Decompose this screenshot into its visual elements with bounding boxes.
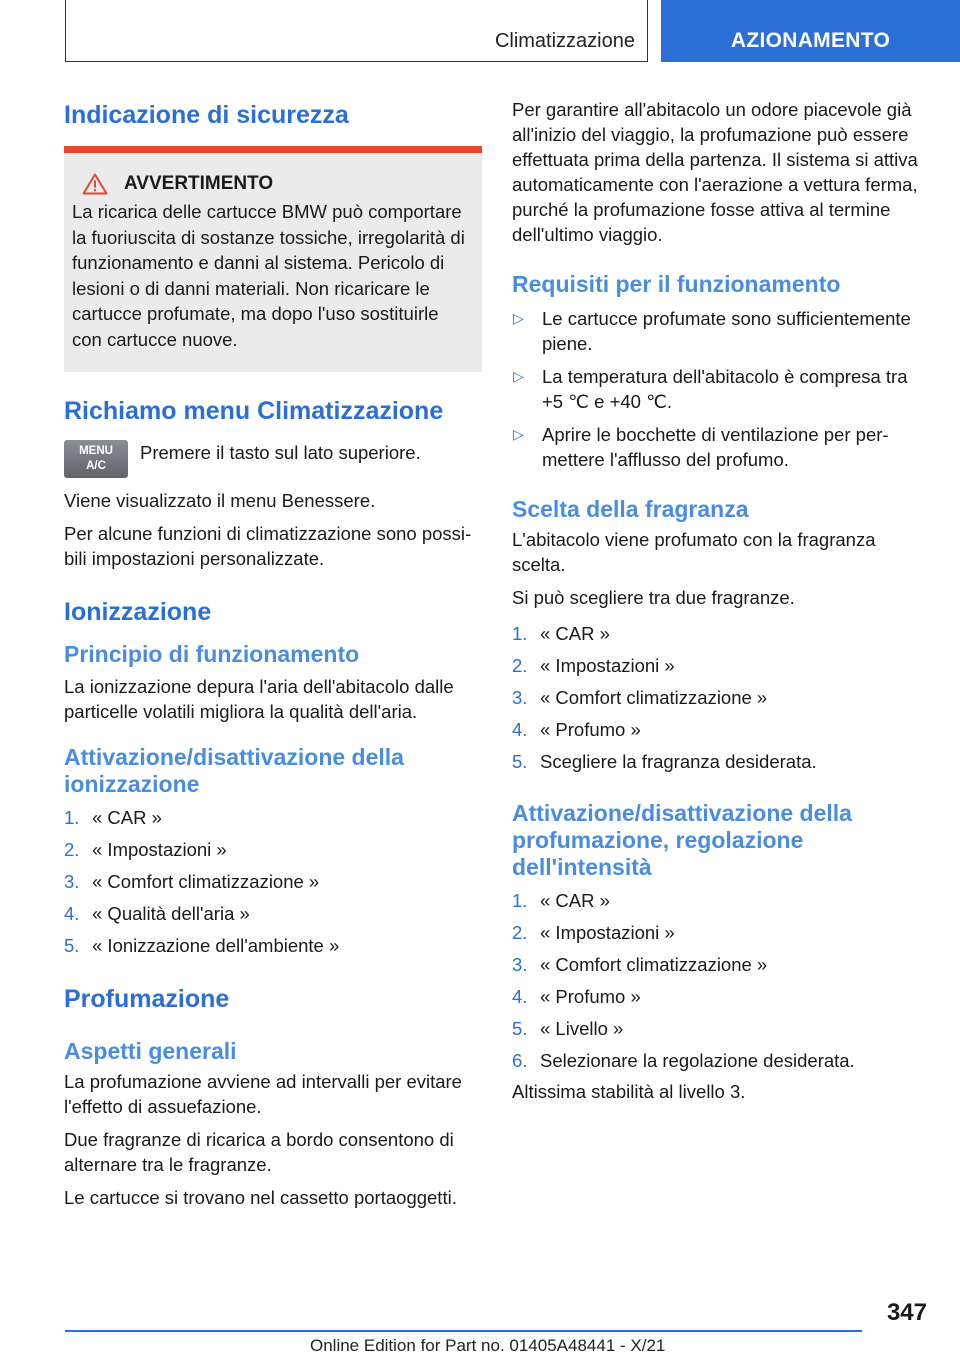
- step-number: 4.: [64, 903, 80, 924]
- menu-heading: Richiamo menu Climatizzazione: [64, 397, 444, 425]
- general-paragraph-1: La profumazione avviene ad intervalli per evitare l'effetto di assuefazione.: [64, 1071, 462, 1117]
- step-number: 1.: [512, 623, 528, 644]
- bullet-text: La temperatura dell'abitacolo è compresa tra +5 ℃ e +40 ℃.: [542, 366, 908, 412]
- requirements-heading: Requisiti per il funzionamento: [512, 271, 841, 297]
- intro-paragraph: Per garantire all'abitacolo un odore piacevole già all'inizio del viaggio, la profumazione può essere effettuata prima della partenza. Il sistema si attiva automaticamente con l'aerazione a vettura ferma, purché la profumazione fosse attiva al termine dell'ultimo viaggio.: [512, 99, 918, 245]
- ionization-steps: [64, 802, 482, 962]
- requirements-list: [512, 306, 930, 472]
- menu-key-line2: A/C: [86, 460, 106, 472]
- list-item: [64, 930, 482, 962]
- section-title: AZIONAMENTO: [730, 29, 891, 52]
- list-item: [64, 802, 482, 834]
- list-item: [512, 650, 930, 682]
- step-number: 3.: [512, 954, 528, 975]
- menu-instruction: Premere il tasto sul lato superiore.: [140, 442, 421, 463]
- chapter-tab: [65, 0, 648, 62]
- step-text: Scegliere la fragranza desiderata.: [540, 751, 817, 772]
- step-number: 4.: [512, 719, 528, 740]
- ionization-toggle-heading: Attivazione/disattivazione della ionizzazione: [64, 744, 404, 797]
- warning-triangle-icon: [82, 173, 108, 195]
- bullet-text: Le cartucce profumate sono sufficientemente piene.: [542, 308, 911, 354]
- chapter-title: Climatizzazione: [494, 30, 635, 52]
- warning-label: AVVERTIMENTO: [124, 173, 274, 194]
- step-text: « Profumo »: [540, 719, 641, 740]
- list-item: [512, 746, 930, 778]
- step-number: 2.: [512, 922, 528, 943]
- list-item: [512, 1045, 930, 1077]
- edition-footer: Online Edition for Part no. 01405A48441 - X/21: [310, 1336, 666, 1355]
- list-item: [512, 618, 930, 650]
- menu-ac-key-icon: [64, 440, 128, 478]
- list-item: [512, 714, 930, 746]
- list-item: [512, 364, 930, 414]
- step-number: 1.: [512, 890, 528, 911]
- safety-heading: Indicazione di sicurezza: [64, 101, 349, 129]
- list-item: [64, 898, 482, 930]
- final-note: Altissima stabilità al livello 3.: [512, 1081, 746, 1102]
- triangle-bullet-icon: ▷: [513, 426, 524, 442]
- list-item: [64, 866, 482, 898]
- menu-instruction-row: [64, 440, 482, 478]
- list-item: [512, 682, 930, 714]
- step-number: 5.: [512, 1018, 528, 1039]
- step-number: 4.: [512, 986, 528, 1007]
- perfume-heading: Profumazione: [64, 985, 230, 1013]
- choice-steps: [512, 618, 930, 778]
- perfume-toggle-heading: Attivazione/disattivazione della profumazione, regolazione dell'intensità: [512, 800, 852, 880]
- step-number: 1.: [64, 807, 80, 828]
- principle-text: La ionizzazione depura l'aria dell'abitacolo dalle particelle volatili migliora la qualità dell'aria.: [64, 676, 454, 722]
- choice-paragraph-2: Si può scegliere tra due fragranze.: [512, 587, 795, 608]
- step-text: Selezionare la regolazione desiderata.: [540, 1050, 855, 1071]
- step-text: « Comfort climatizzazione »: [540, 954, 768, 975]
- left-column: [64, 100, 482, 1210]
- perfume-toggle-steps: [512, 885, 930, 1077]
- list-item: [512, 917, 930, 949]
- ionization-heading: Ionizzazione: [64, 598, 212, 626]
- general-paragraph-2: Due fragranze di ricarica a bordo consentono di alternare tra le fragranze.: [64, 1129, 454, 1175]
- list-item: [512, 981, 930, 1013]
- step-text: « CAR »: [92, 807, 162, 828]
- triangle-bullet-icon: ▷: [513, 368, 524, 384]
- section-tab: [661, 0, 960, 62]
- right-column: [512, 97, 930, 1104]
- menu-paragraph-2: Per alcune funzioni di climatizzazione sono possibili impostazioni personalizzate.: [64, 523, 472, 569]
- step-number: 3.: [64, 871, 80, 892]
- step-text: « Livello »: [540, 1018, 624, 1039]
- footer-divider: [65, 1330, 862, 1332]
- step-number: 2.: [512, 655, 528, 676]
- triangle-bullet-icon: ▷: [513, 310, 524, 326]
- step-text: « Ionizzazione dell'ambiente »: [92, 935, 340, 956]
- step-text: « Impostazioni »: [92, 839, 227, 860]
- step-number: 3.: [512, 687, 528, 708]
- step-number: 2.: [64, 839, 80, 860]
- step-text: « Impostazioni »: [540, 922, 675, 943]
- list-item: [512, 1013, 930, 1045]
- step-text: « CAR »: [540, 623, 610, 644]
- general-paragraph-3: Le cartucce si trovano nel cassetto portaoggetti.: [64, 1187, 457, 1208]
- general-heading: Aspetti generali: [64, 1038, 237, 1064]
- list-item: [512, 306, 930, 356]
- step-number: 5.: [512, 751, 528, 772]
- step-text: « Comfort climatizzazione »: [92, 871, 320, 892]
- step-text: « Comfort climatizzazione »: [540, 687, 768, 708]
- menu-key-line1: MENU: [79, 445, 113, 457]
- list-item: [512, 422, 930, 472]
- step-text: « Profumo »: [540, 986, 641, 1007]
- step-text: « CAR »: [540, 890, 610, 911]
- list-item: [512, 949, 930, 981]
- fragrance-choice-heading: Scelta della fragranza: [512, 496, 749, 522]
- choice-paragraph-1: L'abitacolo viene profumato con la fragranza scelta.: [512, 529, 876, 575]
- step-text: « Qualità dell'aria »: [92, 903, 250, 924]
- step-number: 5.: [64, 935, 80, 956]
- list-item: [512, 885, 930, 917]
- warning-header: [72, 173, 472, 195]
- menu-paragraph-1: Viene visualizzato il menu Benessere.: [64, 490, 376, 511]
- step-text: « Impostazioni »: [540, 655, 675, 676]
- list-item: [64, 834, 482, 866]
- warning-box: [64, 146, 482, 372]
- step-number: 6.: [512, 1050, 528, 1071]
- warning-text: La ricarica delle cartucce BMW può comportare la fuoriuscita di sostanze tossiche, irregolarità di funzionamento e danni al sistema. Pericolo di lesioni o di danni materiali. Non ricaricare le cartucce profumate, ma dopo l'uso sostituirle con cartucce nuove.: [72, 201, 465, 350]
- principle-heading: Principio di funzionamento: [64, 641, 360, 667]
- bullet-text: Aprire le bocchette di ventilazione per permettere l'afflusso del profumo.: [542, 424, 889, 470]
- page-number: 347: [886, 1299, 927, 1326]
